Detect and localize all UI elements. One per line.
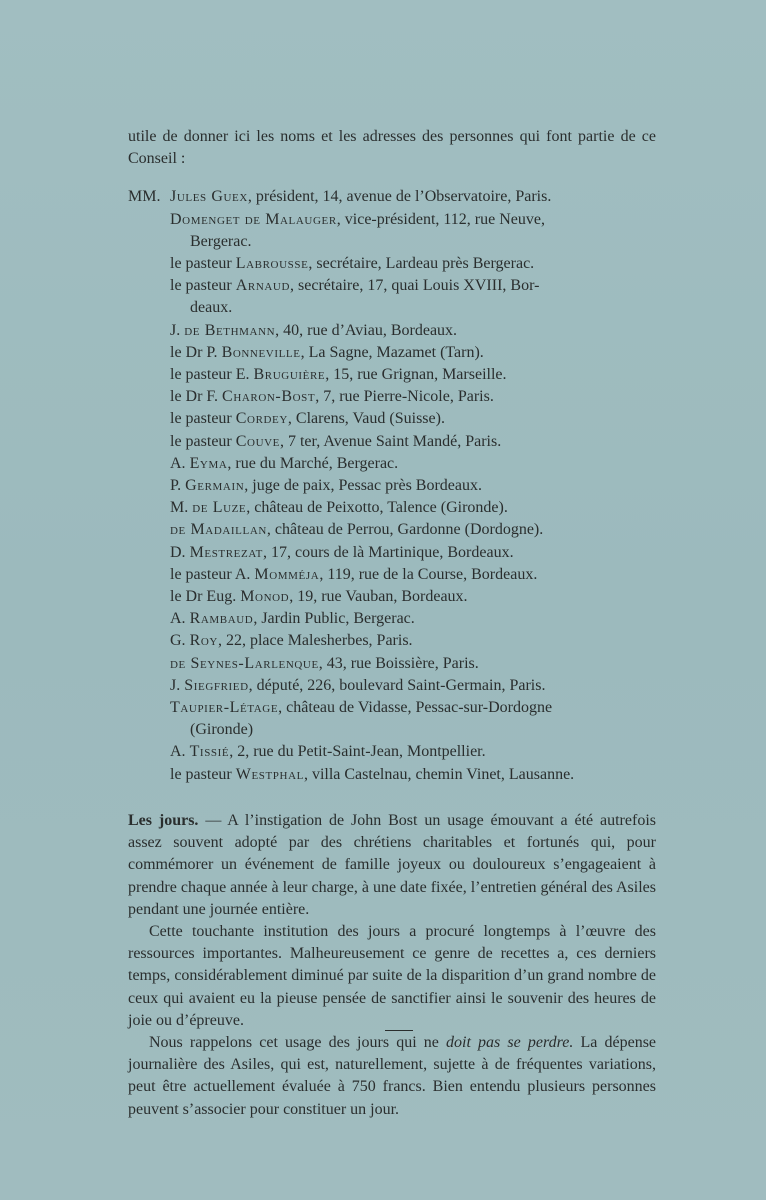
member-entry	[128, 586, 656, 608]
member-details-continued: Bergerac.	[190, 232, 252, 250]
jours-section	[128, 810, 656, 1121]
mm-label	[128, 320, 171, 342]
member-prefix: le pasteur E.	[170, 366, 254, 384]
member-prefix: G.	[170, 632, 190, 650]
member-entry	[128, 408, 656, 430]
member-name: Arnaud	[235, 277, 291, 295]
mm-label	[128, 364, 171, 386]
member-details: , 43, rue Boissière, Paris.	[318, 654, 479, 672]
member-text	[171, 342, 656, 364]
member-entry	[128, 364, 656, 386]
member-name: Bonneville	[221, 343, 301, 361]
jours-p3-start: Nous rappelons cet usage des jours qui ne	[149, 1033, 447, 1051]
member-entry	[128, 519, 656, 541]
intro-text: utile de donner ici les noms et les adresses des personnes qui font partie de ce Conseil :	[128, 128, 656, 168]
member-prefix: A.	[170, 454, 190, 472]
member-entry	[128, 475, 656, 497]
member-text	[171, 209, 656, 253]
member-name: Charon-Bost	[222, 388, 316, 406]
member-details: , 2, rue du Petit-Saint-Jean, Montpellier.	[229, 743, 486, 761]
jours-paragraph-2: Cette touchante institution des jours a procuré longtemps à l’œuvre des ressources importantes. Malheureusement ce genre de recettes a, ces derniers temps, considérablement diminué par suite de la disparition d’un grand nombre de ceux qui avaient eu la pieuse pensée de sanctifier ainsi le souvenir des heures de joie ou d’épreuve.	[128, 922, 656, 1029]
member-text	[171, 320, 656, 342]
member-text	[171, 542, 656, 564]
member-name: Rambaud	[189, 610, 254, 628]
mm-label	[128, 564, 171, 586]
member-name: de Luze	[192, 499, 247, 517]
mm-label	[128, 653, 171, 675]
member-text	[171, 253, 656, 275]
member-entry	[128, 497, 656, 519]
mm-label	[128, 209, 171, 253]
member-text	[171, 475, 656, 497]
mm-label	[128, 475, 171, 497]
member-text	[171, 386, 656, 408]
member-text	[171, 586, 656, 608]
member-prefix: J.	[170, 676, 185, 694]
member-prefix: P.	[170, 477, 186, 495]
member-name: de Seynes-Larlenque	[170, 654, 319, 672]
member-entry	[128, 608, 656, 630]
member-name: de Bethmann	[184, 321, 276, 339]
member-prefix: le pasteur	[170, 255, 236, 273]
member-prefix: le pasteur A.	[170, 565, 255, 583]
member-name: de Madaillan	[170, 521, 267, 539]
member-name: Mestrezat	[189, 543, 263, 561]
mm-label	[128, 675, 171, 697]
member-details: , 7 ter, Avenue Saint Mandé, Paris.	[279, 432, 502, 450]
member-name: Jules Guex	[170, 188, 248, 206]
member-text	[171, 453, 656, 475]
member-details: , juge de paix, Pessac près Bordeaux.	[244, 477, 482, 495]
member-details: , château de Peixotto, Talence (Gironde).	[246, 499, 508, 517]
member-details: , rue du Marché, Bergerac.	[227, 454, 399, 472]
member-details: , La Sagne, Mazamet (Tarn).	[300, 343, 484, 361]
member-name: Westphal	[235, 765, 304, 783]
member-details: , 17, cours de là Martinique, Bordeaux.	[262, 543, 514, 561]
member-text	[171, 630, 656, 652]
mm-label	[128, 519, 171, 541]
member-name: Bruguière	[253, 366, 326, 384]
member-entry	[128, 542, 656, 564]
mm-label	[128, 697, 171, 741]
member-details: , 22, place Malesherbes, Paris.	[217, 632, 413, 650]
member-details: , 15, rue Grignan, Marseille.	[325, 366, 507, 384]
member-details: , député, 226, boulevard Saint-Germain, Paris.	[248, 676, 546, 694]
member-name: Monod	[240, 588, 290, 606]
member-name: Momméja	[254, 565, 320, 583]
member-entry	[128, 186, 656, 208]
mm-label	[128, 275, 171, 319]
member-prefix: le Dr F.	[170, 388, 223, 406]
member-details: , villa Castelnau, chemin Vinet, Lausanne.	[303, 765, 575, 783]
mm-label	[128, 630, 171, 652]
member-name: Domenget de Malauger	[170, 210, 337, 228]
member-text	[171, 608, 656, 630]
member-name: Roy	[189, 632, 218, 650]
member-entry	[128, 564, 656, 586]
member-name: Tissié	[189, 743, 230, 761]
member-prefix: le pasteur	[170, 765, 236, 783]
mm-label	[128, 608, 171, 630]
mm-label	[128, 408, 171, 430]
member-name: Eyma	[189, 454, 228, 472]
member-entry	[128, 253, 656, 275]
jours-paragraph-3	[128, 1032, 656, 1121]
mm-label	[128, 497, 171, 519]
member-name: Siegfried	[184, 676, 249, 694]
mm-label	[128, 764, 171, 786]
member-prefix: M.	[170, 499, 193, 517]
member-entry	[128, 741, 656, 763]
intro-paragraph	[128, 126, 656, 170]
jours-p3-emphasis: doit pas se perdre.	[446, 1033, 574, 1051]
member-entry	[128, 320, 656, 342]
member-name: Taupier-Létage	[170, 699, 279, 717]
mm-label	[128, 542, 171, 564]
member-details: , Jardin Public, Bergerac.	[253, 610, 415, 628]
member-details: , château de Vidasse, Pessac-sur-Dordogne	[278, 699, 553, 717]
member-details: , château de Perrou, Gardonne (Dordogne).	[266, 521, 544, 539]
member-prefix: D.	[170, 543, 190, 561]
member-text	[171, 675, 656, 697]
mm-label	[128, 586, 171, 608]
member-text	[171, 564, 656, 586]
page-content	[128, 126, 656, 1121]
member-details: , 40, rue d’Aviau, Bordeaux.	[275, 321, 458, 339]
member-text	[171, 519, 656, 541]
mm-label	[128, 431, 171, 453]
mm-label	[128, 386, 171, 408]
member-prefix: le Dr P.	[170, 343, 222, 361]
member-entry	[128, 275, 656, 319]
member-details: , secrétaire, Lardeau près Bergerac.	[308, 255, 535, 273]
mm-label: MM.	[128, 188, 161, 206]
member-prefix: le pasteur	[170, 277, 236, 295]
mm-label	[128, 741, 171, 763]
member-details: , Clarens, Vaud (Suisse).	[287, 410, 445, 428]
member-entry	[128, 653, 656, 675]
member-prefix: le pasteur	[170, 432, 236, 450]
member-name: Couve	[235, 432, 280, 450]
member-text	[171, 697, 656, 741]
member-prefix: J.	[170, 321, 185, 339]
jours-p1-text: — A l’instigation de John Bost un usage émouvant a été autrefois assez souvent adopté par des chrétiens charitables et fortunés qui, pour commémorer un événement de famille joyeux ou douloureux s’engageaient à prendre chaque année à leur charge, à une date fixée, l’entretien général des Asiles pendant une journée entière.	[128, 811, 656, 918]
member-details: , président, 14, avenue de l’Observatoire, Paris.	[247, 188, 552, 206]
member-entry	[128, 630, 656, 652]
jours-heading: Les jours.	[128, 811, 199, 829]
member-entry	[128, 342, 656, 364]
member-text	[171, 364, 656, 386]
mm-label	[128, 253, 171, 275]
member-text	[171, 186, 656, 208]
member-details-continued: deaux.	[190, 299, 233, 317]
member-text	[171, 764, 656, 786]
member-text	[171, 408, 656, 430]
member-prefix: le pasteur	[170, 410, 236, 428]
member-prefix: A.	[170, 743, 190, 761]
member-entry	[128, 209, 656, 253]
jours-paragraph-1	[128, 810, 656, 921]
member-details: , 7, rue Pierre-Nicole, Paris.	[315, 388, 494, 406]
member-details: , 19, rue Vauban, Bordeaux.	[289, 588, 468, 606]
member-name: Labrousse	[235, 255, 309, 273]
mm-label	[128, 453, 171, 475]
member-text	[171, 653, 656, 675]
member-entry	[128, 453, 656, 475]
member-entry	[128, 697, 656, 741]
member-details: , vice-président, 112, rue Neuve,	[336, 210, 545, 228]
member-details: , 119, rue de la Course, Bordeaux.	[319, 565, 538, 583]
member-name: Germain	[185, 477, 245, 495]
member-entry	[128, 764, 656, 786]
member-text	[171, 275, 656, 319]
member-details-continued: (Gironde)	[190, 721, 254, 739]
member-text	[171, 741, 656, 763]
council-members-list	[128, 186, 656, 785]
member-entry	[128, 431, 656, 453]
jours-p3-end: La dépense journalière des Asiles, qui est, naturellement, sujette à de fréquentes variations, peut être actuellement évaluée à 750 francs. Bien entendu plusieurs personnes peuvent s’associer pour constituer un jour.	[128, 1033, 657, 1118]
mm-label	[128, 342, 171, 364]
member-text	[171, 431, 656, 453]
member-text	[171, 497, 656, 519]
closing-rule	[385, 1030, 413, 1031]
member-prefix: A.	[170, 610, 190, 628]
member-name: Cordey	[235, 410, 288, 428]
member-prefix: le Dr Eug.	[170, 588, 241, 606]
member-entry	[128, 386, 656, 408]
member-entry	[128, 675, 656, 697]
member-details: , secrétaire, 17, quai Louis XVIII, Bor-	[290, 277, 540, 295]
